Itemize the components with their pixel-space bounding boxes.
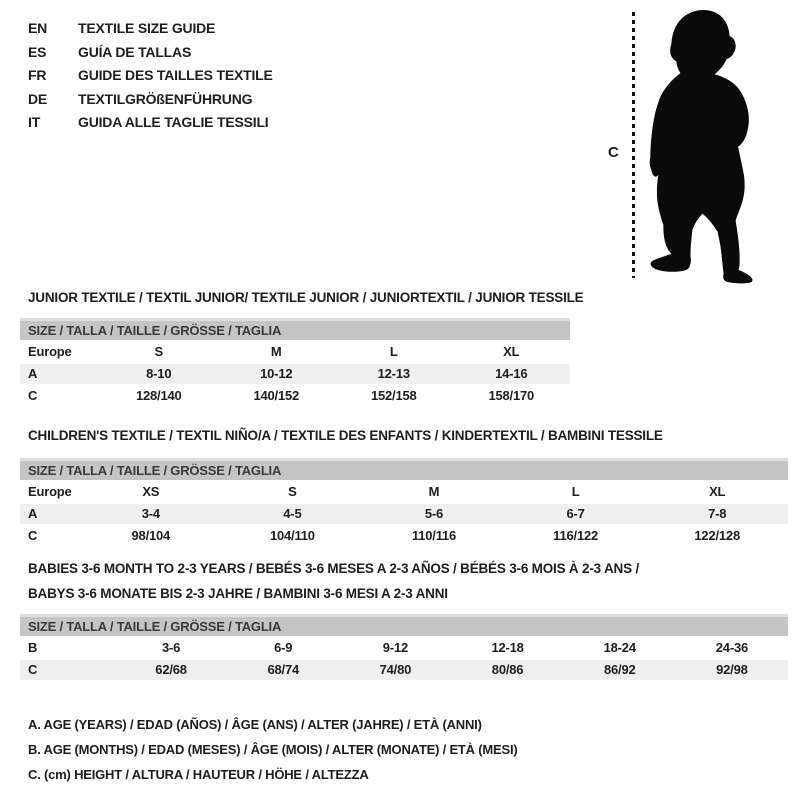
- language-title-list: [28, 17, 273, 135]
- babies-section-title: [28, 556, 639, 606]
- table-row-europe: [20, 482, 788, 502]
- age-cell: 6-7: [566, 506, 585, 521]
- lang-title: GUIDE DES TAILLES TEXTILE: [78, 67, 273, 83]
- size-cell: XL: [503, 344, 520, 359]
- lang-code: EN: [28, 20, 48, 36]
- legend-note-b: B. AGE (MONTHS) / EDAD (MESES) / ÂGE (MOIS) / ALTER (MONATE) / ETÀ (MESI): [28, 742, 518, 757]
- age-cell: 18-24: [603, 640, 636, 655]
- lang-row-fr: [28, 64, 273, 88]
- lang-row-en: [28, 17, 273, 41]
- table-row-age-months: [20, 638, 788, 658]
- height-cell: 92/98: [716, 662, 748, 677]
- row-label: Europe: [28, 344, 72, 359]
- size-cell: M: [428, 484, 440, 499]
- size-cell: S: [154, 344, 163, 359]
- lang-title: TEXTILGRÖßENFÜHRUNG: [78, 90, 253, 107]
- babies-title-line1: BABIES 3-6 MONTH TO 2-3 YEARS / BEBÉS 3-6 MESES A 2-3 AÑOS / BÉBÉS 3-6 MOIS À 2-3 ANS /: [28, 561, 639, 576]
- lang-code: DE: [28, 90, 48, 107]
- table-row-age: [20, 364, 570, 384]
- age-cell: 6-9: [274, 640, 293, 655]
- size-cell: XL: [709, 484, 726, 499]
- age-cell: 10-12: [260, 366, 293, 381]
- height-cell: 80/86: [491, 662, 524, 677]
- junior-section-title: JUNIOR TEXTILE / TEXTIL JUNIOR/ TEXTILE JUNIOR / JUNIORTEXTIL / JUNIOR TESSILE: [28, 290, 584, 305]
- lang-code: FR: [28, 67, 47, 83]
- baby-silhouette-icon: [648, 10, 754, 284]
- size-header-bar: SIZE / TALLA / TAILLE / GRÖSSE / TAGLIA: [20, 458, 788, 480]
- age-cell: 8-10: [146, 366, 172, 381]
- height-cell: 152/158: [370, 388, 417, 403]
- height-measure-dotted-line: [632, 12, 635, 278]
- height-cell: 68/74: [267, 662, 300, 677]
- lang-title: TEXTILE SIZE GUIDE: [78, 20, 216, 36]
- height-cell: 104/110: [269, 528, 315, 543]
- height-cell: 110/116: [411, 528, 457, 543]
- table-row-height: [20, 660, 788, 680]
- height-cell: 122/128: [694, 528, 740, 543]
- lang-code: ES: [28, 43, 47, 60]
- row-label: C: [28, 662, 38, 677]
- size-cell: L: [571, 484, 580, 499]
- row-label: A: [28, 506, 38, 521]
- lang-row-de: [28, 88, 273, 112]
- table-row-age: [20, 504, 788, 524]
- legend-note-c: C. (cm) HEIGHT / ALTURA / HAUTEUR / HÖHE / ALTEZZA: [28, 767, 369, 782]
- height-cell: 74/80: [379, 662, 412, 677]
- lang-row-it: [28, 111, 273, 135]
- age-cell: 3-4: [141, 506, 160, 521]
- children-section-title: CHILDREN'S TEXTILE / TEXTIL NIÑO/A / TEXTILE DES ENFANTS / KINDERTEXTIL / BAMBINI TESSILE: [28, 428, 663, 443]
- lang-title: GUÍA DE TALLAS: [78, 43, 192, 60]
- babies-size-table: [20, 614, 788, 680]
- legend-notes: [28, 712, 518, 787]
- age-cell: 5-6: [424, 506, 444, 521]
- height-cell: 128/140: [135, 388, 182, 403]
- age-cell: 14-16: [495, 366, 528, 381]
- size-cell: S: [288, 484, 297, 499]
- row-label: B: [28, 640, 38, 655]
- height-cell: 158/170: [488, 388, 535, 403]
- age-cell: 12-13: [377, 366, 410, 381]
- age-cell: 24-36: [715, 640, 749, 655]
- size-cell: XS: [142, 484, 160, 499]
- height-cell: 62/68: [155, 662, 187, 677]
- height-cell: 116/122: [553, 528, 599, 543]
- size-header-bar: SIZE / TALLA / TAILLE / GRÖSSE / TAGLIA: [20, 614, 788, 636]
- age-cell: 4-5: [283, 506, 302, 521]
- size-cell: L: [389, 344, 398, 359]
- age-cell: 7-8: [708, 506, 727, 521]
- row-label: C: [28, 388, 38, 403]
- age-cell: 12-18: [491, 640, 524, 655]
- babies-title-line2: BABYS 3-6 MONATE BIS 2-3 JAHRE / BAMBINI 3-6 MESI A 2-3 ANNI: [28, 586, 448, 601]
- lang-code: IT: [28, 114, 41, 130]
- row-label: C: [28, 528, 38, 543]
- size-header-bar: SIZE / TALLA / TAILLE / GRÖSSE / TAGLIA: [20, 318, 570, 340]
- height-cell: 86/92: [603, 662, 636, 677]
- table-row-height: [20, 386, 570, 406]
- row-label: A: [28, 366, 38, 381]
- lang-title: GUIDA ALLE TAGLIE TESSILI: [78, 114, 269, 130]
- table-row-europe: [20, 342, 570, 362]
- height-cell: 140/152: [253, 388, 300, 403]
- row-label: Europe: [28, 484, 72, 499]
- junior-size-table: [20, 318, 570, 406]
- age-cell: 3-6: [161, 640, 181, 655]
- height-cell: 98/104: [131, 528, 171, 543]
- table-row-height: [20, 526, 788, 546]
- height-measure-label: C: [608, 144, 619, 161]
- legend-note-a: A. AGE (YEARS) / EDAD (AÑOS) / ÂGE (ANS) / ALTER (JAHRE) / ETÀ (ANNI): [28, 717, 482, 732]
- age-cell: 9-12: [382, 640, 409, 655]
- size-cell: M: [270, 344, 282, 359]
- lang-row-es: [28, 41, 273, 65]
- children-size-table: [20, 458, 788, 546]
